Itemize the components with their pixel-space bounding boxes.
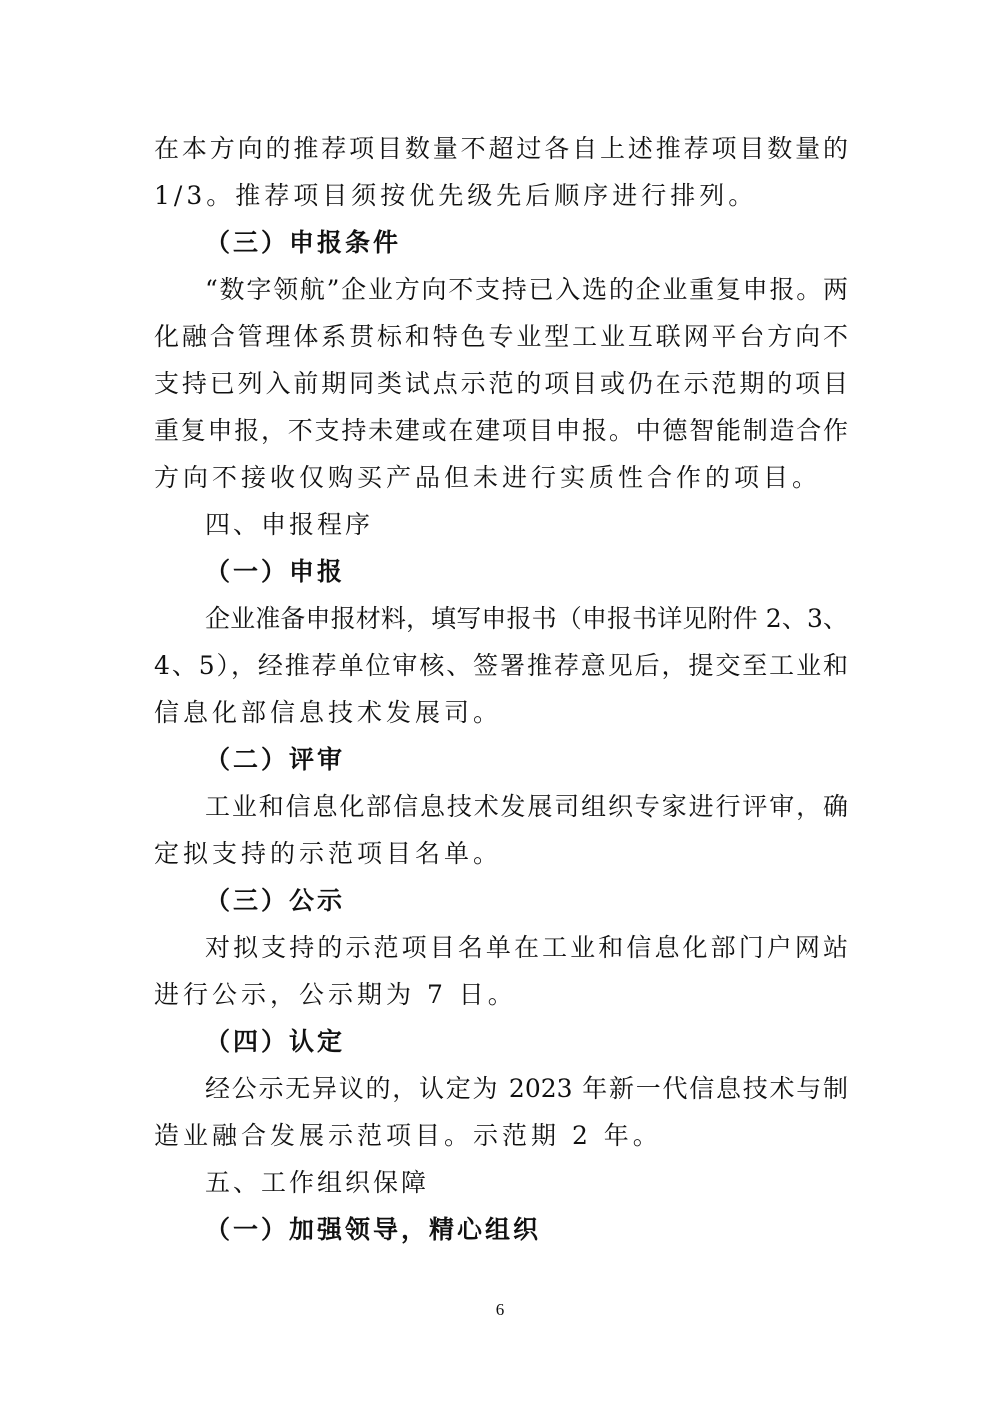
page-number: 6 bbox=[495, 1300, 505, 1319]
section-heading: 五、工作组织保障 bbox=[205, 1168, 430, 1197]
body-text-line: 化融合管理体系贯标和特色专业型工业互联网平台方向不 bbox=[154, 322, 848, 351]
subsection-heading: （一）加强领导，精心组织 bbox=[205, 1215, 542, 1244]
body-text-line: 定拟支持的示范项目名单。 bbox=[154, 839, 503, 868]
body-text-line: 4、5），经推荐单位审核、签署推荐意见后，提交至工业和 bbox=[154, 651, 848, 680]
body-text-line: 工业和信息化部信息技术发展司组织专家进行评审，确 bbox=[205, 792, 848, 821]
body-text-line: 1/3。推荐项目须按优先级先后顺序进行排列。 bbox=[154, 181, 758, 210]
subsection-heading: （二）评审 bbox=[205, 745, 346, 774]
body-text-line: 进行公示，公示期为 7 日。 bbox=[154, 980, 517, 1009]
body-text-line: 造业融合发展示范项目。示范期 2 年。 bbox=[154, 1121, 662, 1150]
body-text-line: 信息化部信息技术发展司。 bbox=[154, 698, 503, 727]
body-text-line: 支持已列入前期同类试点示范的项目或仍在示范期的项目 bbox=[154, 369, 848, 398]
body-text-line: 企业准备申报材料，填写申报书（申报书详见附件 2、3、 bbox=[205, 604, 848, 633]
subsection-heading: （一）申报 bbox=[205, 557, 346, 586]
body-text-line: “数字领航”企业方向不支持已入选的企业重复申报。两 bbox=[205, 275, 848, 304]
body-text-line: 方向不接收仅购买产品但未进行实质性合作的项目。 bbox=[154, 463, 822, 492]
section-heading: 四、申报程序 bbox=[205, 510, 374, 539]
subsection-heading: （三）公示 bbox=[205, 886, 346, 915]
body-text-line: 重复申报，不支持未建或在建项目申报。中德智能制造合作 bbox=[154, 416, 848, 445]
body-text-line: 对拟支持的示范项目名单在工业和信息化部门户网站 bbox=[205, 933, 848, 962]
subsection-heading: （三）申报条件 bbox=[205, 228, 402, 257]
body-text-line: 在本方向的推荐项目数量不超过各自上述推荐项目数量的 bbox=[154, 134, 848, 163]
subsection-heading: （四）认定 bbox=[205, 1027, 346, 1056]
body-text-line: 经公示无异议的，认定为 2023 年新一代信息技术与制 bbox=[205, 1074, 848, 1103]
